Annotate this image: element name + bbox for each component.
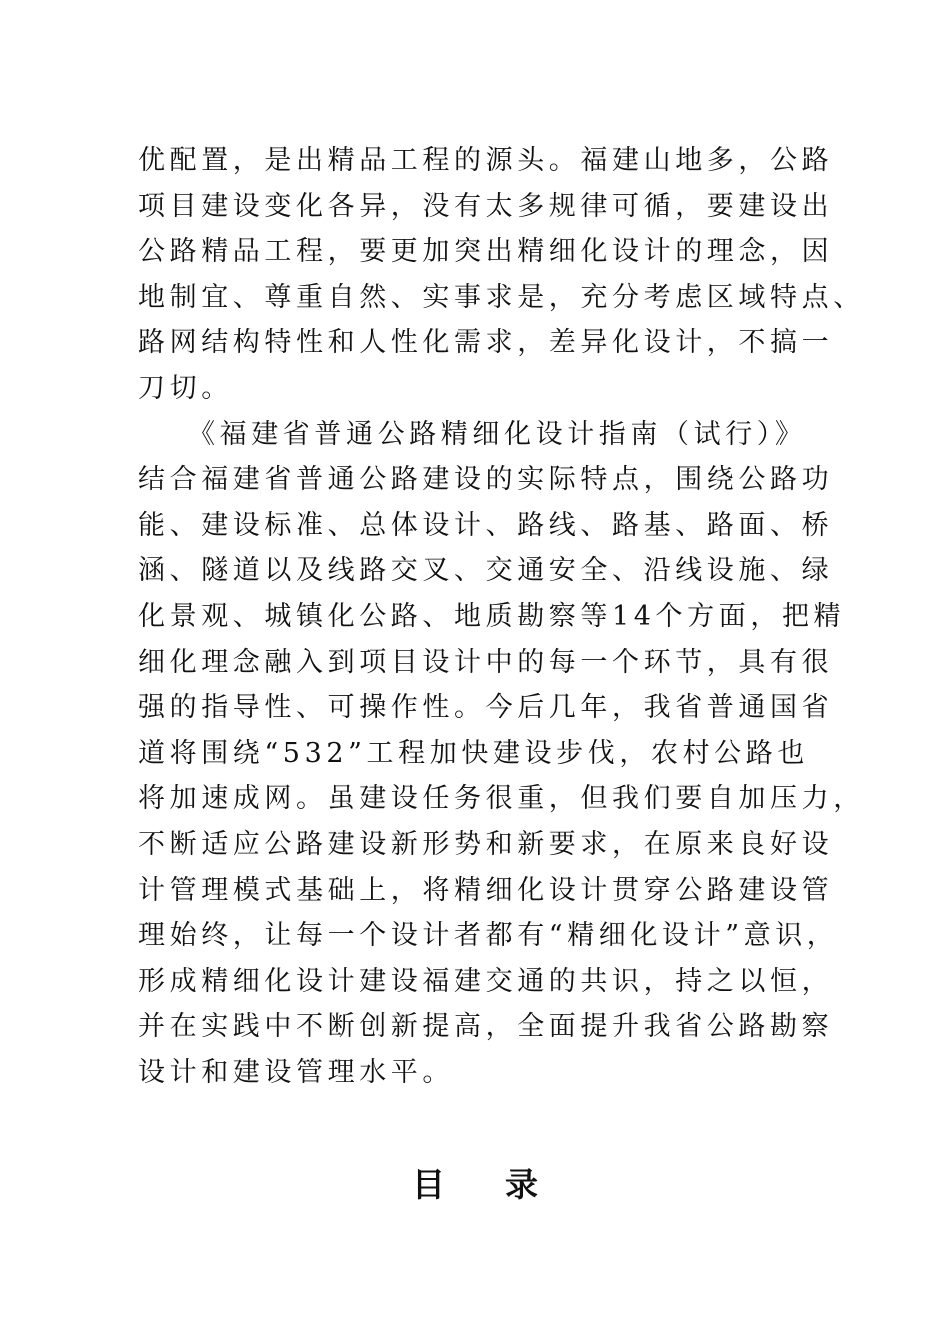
paragraph-line: 设计和建设管理水平。 (138, 1056, 454, 1088)
paragraph-line: 将加速成网。虽建设任务很重，但我们要自加压力， (138, 783, 865, 815)
paragraph-line: 涵、隧道以及线路交叉、交通安全、沿线设施、绿 (138, 555, 834, 587)
paragraph-line: 化景观、城镇化公路、地质勘察等14个方面，把精 (138, 600, 846, 632)
paragraph-line: 强的指导性、可操作性。今后几年，我省普通国省 (138, 692, 834, 724)
paragraph-line: 刀切。 (138, 372, 233, 404)
paragraph-line: 公路精品工程，要更加突出精细化设计的理念，因 (138, 236, 834, 268)
paragraph-line: 计管理模式基础上，将精细化设计贯穿公路建设管 (138, 874, 834, 906)
paragraph-line: 不断适应公路建设新形势和新要求，在原来良好设 (138, 828, 834, 860)
paragraph-line: 能、建设标准、总体设计、路线、路基、路面、桥 (138, 509, 834, 541)
paragraph-line: 路网结构特性和人性化需求，差异化设计，不搞一 (138, 327, 834, 359)
paragraph-line: 理始终，让每一个设计者都有“精细化设计”意识， (138, 920, 839, 952)
body-text (138, 138, 865, 1095)
paragraph-line: 并在实践中不断创新提高，全面提升我省公路勘察 (138, 1011, 834, 1043)
paragraph-line: 细化理念融入到项目设计中的每一个环节，具有很 (138, 646, 834, 678)
paragraph-line: 道将围绕“532”工程加快建设步伐，农村公路也 (138, 737, 809, 769)
paragraph-line: 项目建设变化各异，没有太多规律可循，要建设出 (138, 190, 834, 222)
paragraph-line: 优配置，是出精品工程的源头。福建山地多，公路 (138, 145, 834, 176)
toc-heading-char: 录 (505, 1165, 538, 1204)
paragraph-line: 形成精细化设计建设福建交通的共识，持之以恒， (138, 965, 834, 997)
paragraph-line: 结合福建省普通公路建设的实际特点，围绕公路功 (138, 464, 834, 496)
paragraph-line: 《福建省普通公路精细化设计指南（试行）》 (188, 418, 807, 450)
paragraph-line: 地制宜、尊重自然、实事求是，充分考虑区域特点、 (138, 281, 865, 313)
toc-heading (0, 1160, 950, 1210)
toc-heading-char: 目 (412, 1165, 445, 1204)
